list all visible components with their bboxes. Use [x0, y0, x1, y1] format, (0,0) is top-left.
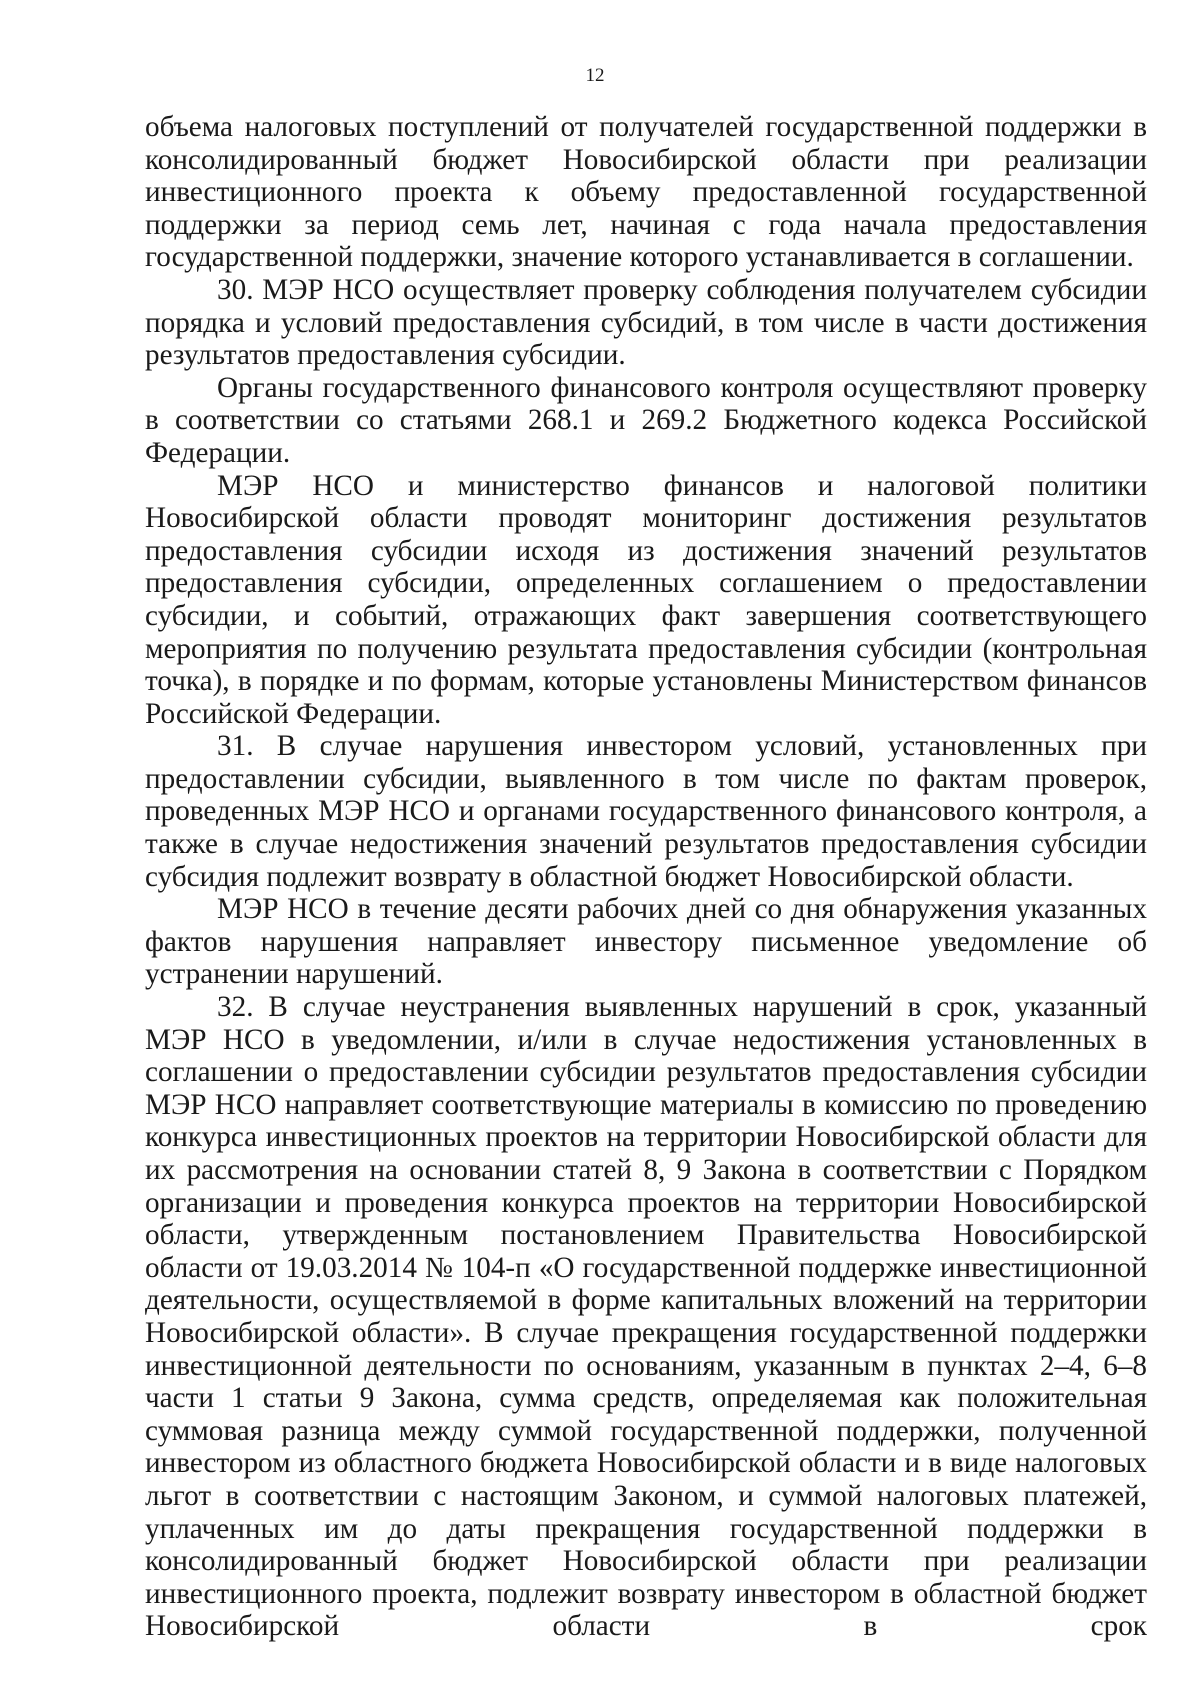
document-body — [145, 111, 1147, 1643]
page-number: 12 — [585, 65, 605, 86]
paragraph-financial-control: Органы государственного финансового контроля осуществляют проверку в соответствии со статьями 268.1 и 269.2 Бюджетного кодекса Российской Федерации. — [145, 371, 1147, 469]
paragraph-item-32: 32. В случае неустранения выявленных нарушений в срок, указанный МЭР НСО в уведомлении, и/или в случае недостижения установленных в соглашении о предоставлении субсидии результатов предоставления субсидии МЭР НСО направляет соответствующие материалы в комиссию по проведению конкурса инвестиционных проектов на территории Новосибирской области для их рассмотрения на основании статей 8, 9 Закона в соответствии с Порядком организации и проведения конкурса проектов на территории Новосибирской области, утвержденным постановлением Правительства Новосибирской области от 19.03.2014 № 104-п «О государственной поддержке инвестиционной деятельности, осуществляемой в форме капитальных вложений на территории Новосибирской области». В случае прекращения государственной поддержки инвестиционной деятельности по основаниям, указанным в пунктах 2–4, 6–8 части 1 статьи 9 Закона, сумма средств, определяемая как положительная суммовая разница между суммой государственной поддержки, полученной инвестором из областного бюджета Новосибирской области и в виде налоговых льгот в соответствии с настоящим Законом, и суммой налоговых платежей, уплаченных им до даты прекращения государственной поддержки в консолидированный бюджет Новосибирской области при реализации инвестиционного проекта, подлежит возврату инвестором в областной бюджет Новосибирской области в срок — [145, 991, 1147, 1643]
paragraph-continuation: объема налоговых поступлений от получателей государственной поддержки в консолидированный бюджет Новосибирской области при реализации инвестиционного проекта к объему предоставленной государственной поддержки за период семь лет, начиная с года начала предоставления государственной поддержки, значение которого устанавливается в соглашении. — [145, 111, 1147, 274]
paragraph-monitoring: МЭР НСО и министерство финансов и налоговой политики Новосибирской области проводят мониторинг достижения результатов предоставления субсидии исходя из достижения значений результатов предоставления субсидии, определенных соглашением о предоставлении субсидии, и событий, отражающих факт завершения соответствующего мероприятия по получению результата предоставления субсидии (контрольная точка), в порядке и по формам, которые установлены Министерством финансов Российской Федерации. — [145, 469, 1147, 730]
paragraph-item-30: 30. МЭР НСО осуществляет проверку соблюдения получателем субсидии порядка и условий предоставления субсидий, в том числе в части достижения результатов предоставления субсидии. — [145, 273, 1147, 372]
paragraph-item-31: 31. В случае нарушения инвестором условий, установленных при предоставлении субсидии, выявленного в том числе по фактам проверок, проведенных МЭР НСО и органами государственного финансового контроля, а также в случае недостижения значений результатов предоставления субсидии субсидия подлежит возврату в областной бюджет Новосибирской области. — [145, 730, 1147, 893]
paragraph-notification: МЭР НСО в течение десяти рабочих дней со дня обнаружения указанных фактов нарушения направляет инвестору письменное уведомление об устранении нарушений. — [145, 893, 1147, 991]
